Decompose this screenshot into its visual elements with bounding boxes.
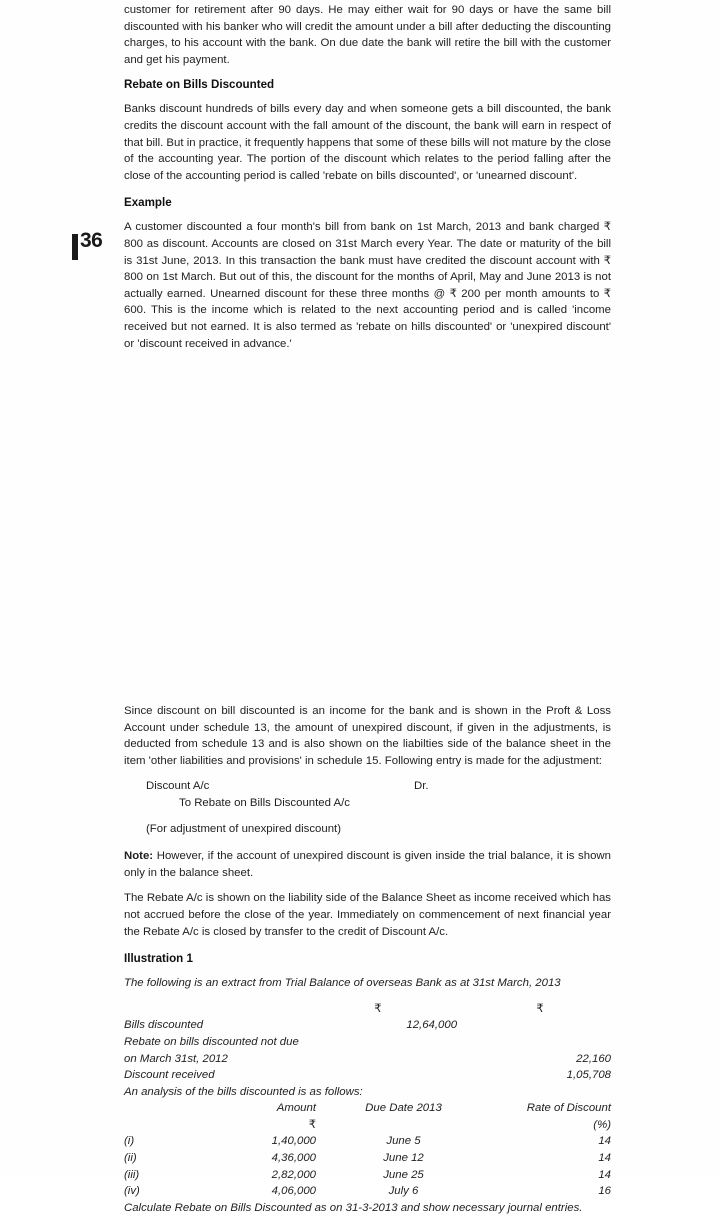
- trial-balance-body: [124, 1001, 611, 1084]
- trial-balance-label: Discount received: [124, 1069, 215, 1082]
- bills-row-no: (iii): [124, 1168, 140, 1181]
- note-label: Note:: [124, 850, 154, 863]
- bills-row-amount: 4,36,000: [271, 1152, 316, 1165]
- trial-balance-col2: [469, 1034, 611, 1051]
- bills-row-no: (ii): [124, 1152, 137, 1165]
- bills-subheader-row: [124, 1117, 611, 1134]
- bills-header-due-date: Due Date 2013: [365, 1102, 442, 1115]
- bills-header-rate: Rate of Discount: [526, 1102, 611, 1115]
- bills-row-amount: 1,40,000: [271, 1135, 316, 1148]
- folio-number: 36: [80, 229, 103, 252]
- bills-subheader-rate: (%): [593, 1118, 611, 1131]
- journal-narration: (For adjustment of unexpired discount): [146, 822, 342, 835]
- heading-example: Example: [124, 196, 172, 210]
- bills-table-footer: Calculate Rebate on Bills Discounted as on 31-3-2013 and show necessary journal entries.: [124, 1201, 583, 1214]
- bills-row-rate: 14: [598, 1152, 611, 1165]
- note-text: However, if the account of unexpired discount is given inside the trial balance, it is shown only in the balance sheet.: [124, 850, 611, 879]
- bills-row-due: June 5: [386, 1135, 421, 1148]
- bills-row-rate: 14: [598, 1168, 611, 1181]
- top-content-block: [124, 2, 611, 352]
- bills-analysis-table: [124, 1100, 611, 1200]
- journal-debit-line: [124, 778, 611, 795]
- trial-balance-label: Rebate on bills discounted not due: [124, 1035, 299, 1048]
- table-row: [124, 1183, 611, 1200]
- bills-table-head: [124, 1100, 611, 1133]
- table-row: [124, 1067, 611, 1084]
- folio-bar-icon: [72, 234, 78, 260]
- table-row: [124, 1051, 611, 1068]
- table-row: [124, 1017, 611, 1034]
- bills-row-due: June 25: [383, 1168, 424, 1181]
- table-row: [124, 1133, 611, 1150]
- trial-balance-label: on March 31st, 2012: [124, 1052, 228, 1065]
- note-paragraph: [124, 848, 611, 881]
- since-discount-paragraph: Since discount on bill discounted is an income for the bank and is shown in the Proft & Loss Account under schedule 13, the amount of unexpired discount, if given in the adjustments, is deducted from schedule 13 and is also shown on the liabilties side of the balance sheet in the item 'other liabilities and provisions' in schedule 15. Following entry is made for the adjustment:: [124, 705, 611, 767]
- example-paragraph: A customer discounted a four month's bill from bank on 1st March, 2013 and bank charged ₹ 800 as discount. Accounts are closed on 31st March every Year. The date or maturity of the bill is 31st June, 2013. In this transaction the bank must have credited the discount account with ₹ 800 on 1st March. But out of this, the discount for the months of April, May and June 2013 is not actually earned. Unearned discount for these three months @ ₹ 200 per month amounts to ₹ 600. This is the income which is related to the next accounting period and is called 'income received but not earned. It is also termed as 'rebate on hills discounted' or 'unexpired discount' or 'discount received in advance.': [124, 221, 611, 350]
- bills-subheader-due-date: [316, 1117, 491, 1134]
- table-row: [124, 1034, 611, 1051]
- heading-illustration-1: Illustration 1: [124, 952, 193, 966]
- journal-debit-marker: Dr.: [414, 780, 429, 793]
- trial-balance-col1: [299, 1051, 469, 1068]
- journal-entry: [124, 778, 611, 837]
- bottom-content-block: [124, 703, 611, 1216]
- trial-balance-symbol-row: [124, 1001, 611, 1018]
- trial-balance-col1: [299, 1034, 469, 1051]
- trial-balance-col2: [469, 1017, 611, 1034]
- rebate-account-paragraph: The Rebate A/c is shown on the liability side of the Balance Sheet as income received which has not accrued before the close of the year. Immediately on commencement of next financial year the Rebate A/c is closed by transfer to the credit of Discount A/c.: [124, 892, 611, 938]
- trial-balance-col2: 22,160: [576, 1052, 611, 1065]
- trial-balance-col1: 12,64,000: [406, 1019, 458, 1032]
- trial-balance-col2: 1,05,708: [566, 1069, 611, 1082]
- bills-row-due: June 12: [383, 1152, 424, 1165]
- currency-symbol-col2: ₹: [536, 1002, 544, 1015]
- trial-balance-extract: [124, 1001, 611, 1084]
- bills-row-rate: 16: [598, 1185, 611, 1198]
- table-row: [124, 1150, 611, 1167]
- bills-row-amount: 4,06,000: [271, 1185, 316, 1198]
- journal-debit-account: Discount A/c: [146, 780, 210, 793]
- bills-header-row: [124, 1100, 611, 1117]
- bills-row-rate: 14: [598, 1135, 611, 1148]
- bills-subheader-amount: ₹: [308, 1118, 316, 1131]
- currency-symbol-col1: ₹: [374, 1002, 382, 1015]
- bills-row-amount: 2,82,000: [271, 1168, 316, 1181]
- heading-rebate-on-bills-discounted: Rebate on Bills Discounted: [124, 78, 275, 92]
- bills-row-no: (iv): [124, 1185, 140, 1198]
- bills-header-amount: Amount: [276, 1102, 316, 1115]
- continued-paragraph: customer for retirement after 90 days. He may either wait for 90 days or have the same bill discounted with his banker who will credit the amount under a bill after deducting the discounting charges, to his account with the bank. On due date the bank will retire the bill with the customer and get his payment.: [124, 4, 611, 66]
- illustration-intro: The following is an extract from Trial Balance of overseas Bank as at 31st March, 2013: [124, 977, 561, 990]
- page-number-marker: [72, 230, 102, 260]
- trial-balance-col1: [299, 1067, 469, 1084]
- bills-analysis-intro: An analysis of the bills discounted is as follows:: [124, 1085, 363, 1098]
- bills-subheader-no: [124, 1117, 186, 1134]
- table-row: [124, 1167, 611, 1184]
- trial-balance-label: Bills discounted: [124, 1019, 204, 1032]
- bills-table-body: [124, 1133, 611, 1199]
- trial-balance-symbol-spacer: [124, 1001, 299, 1018]
- journal-credit-line: To Rebate on Bills Discounted A/c: [179, 796, 350, 809]
- bills-row-due: July 6: [388, 1185, 419, 1198]
- bills-header-no: [124, 1100, 186, 1117]
- bills-row-no: (i): [124, 1135, 135, 1148]
- rebate-definition-paragraph: Banks discount hundreds of bills every day and when someone gets a bill discounted, the bank credits the discount account with the fall amount of the discount, the bank will earn in respect of that bill. But in practice, it frequently happens that some of these bills will not mature by the close of the accounting year. The portion of the discount which relates to the period falling after the close of the accounting period is called 'rebate on bills discounted', or 'unearned discount'.: [124, 103, 611, 182]
